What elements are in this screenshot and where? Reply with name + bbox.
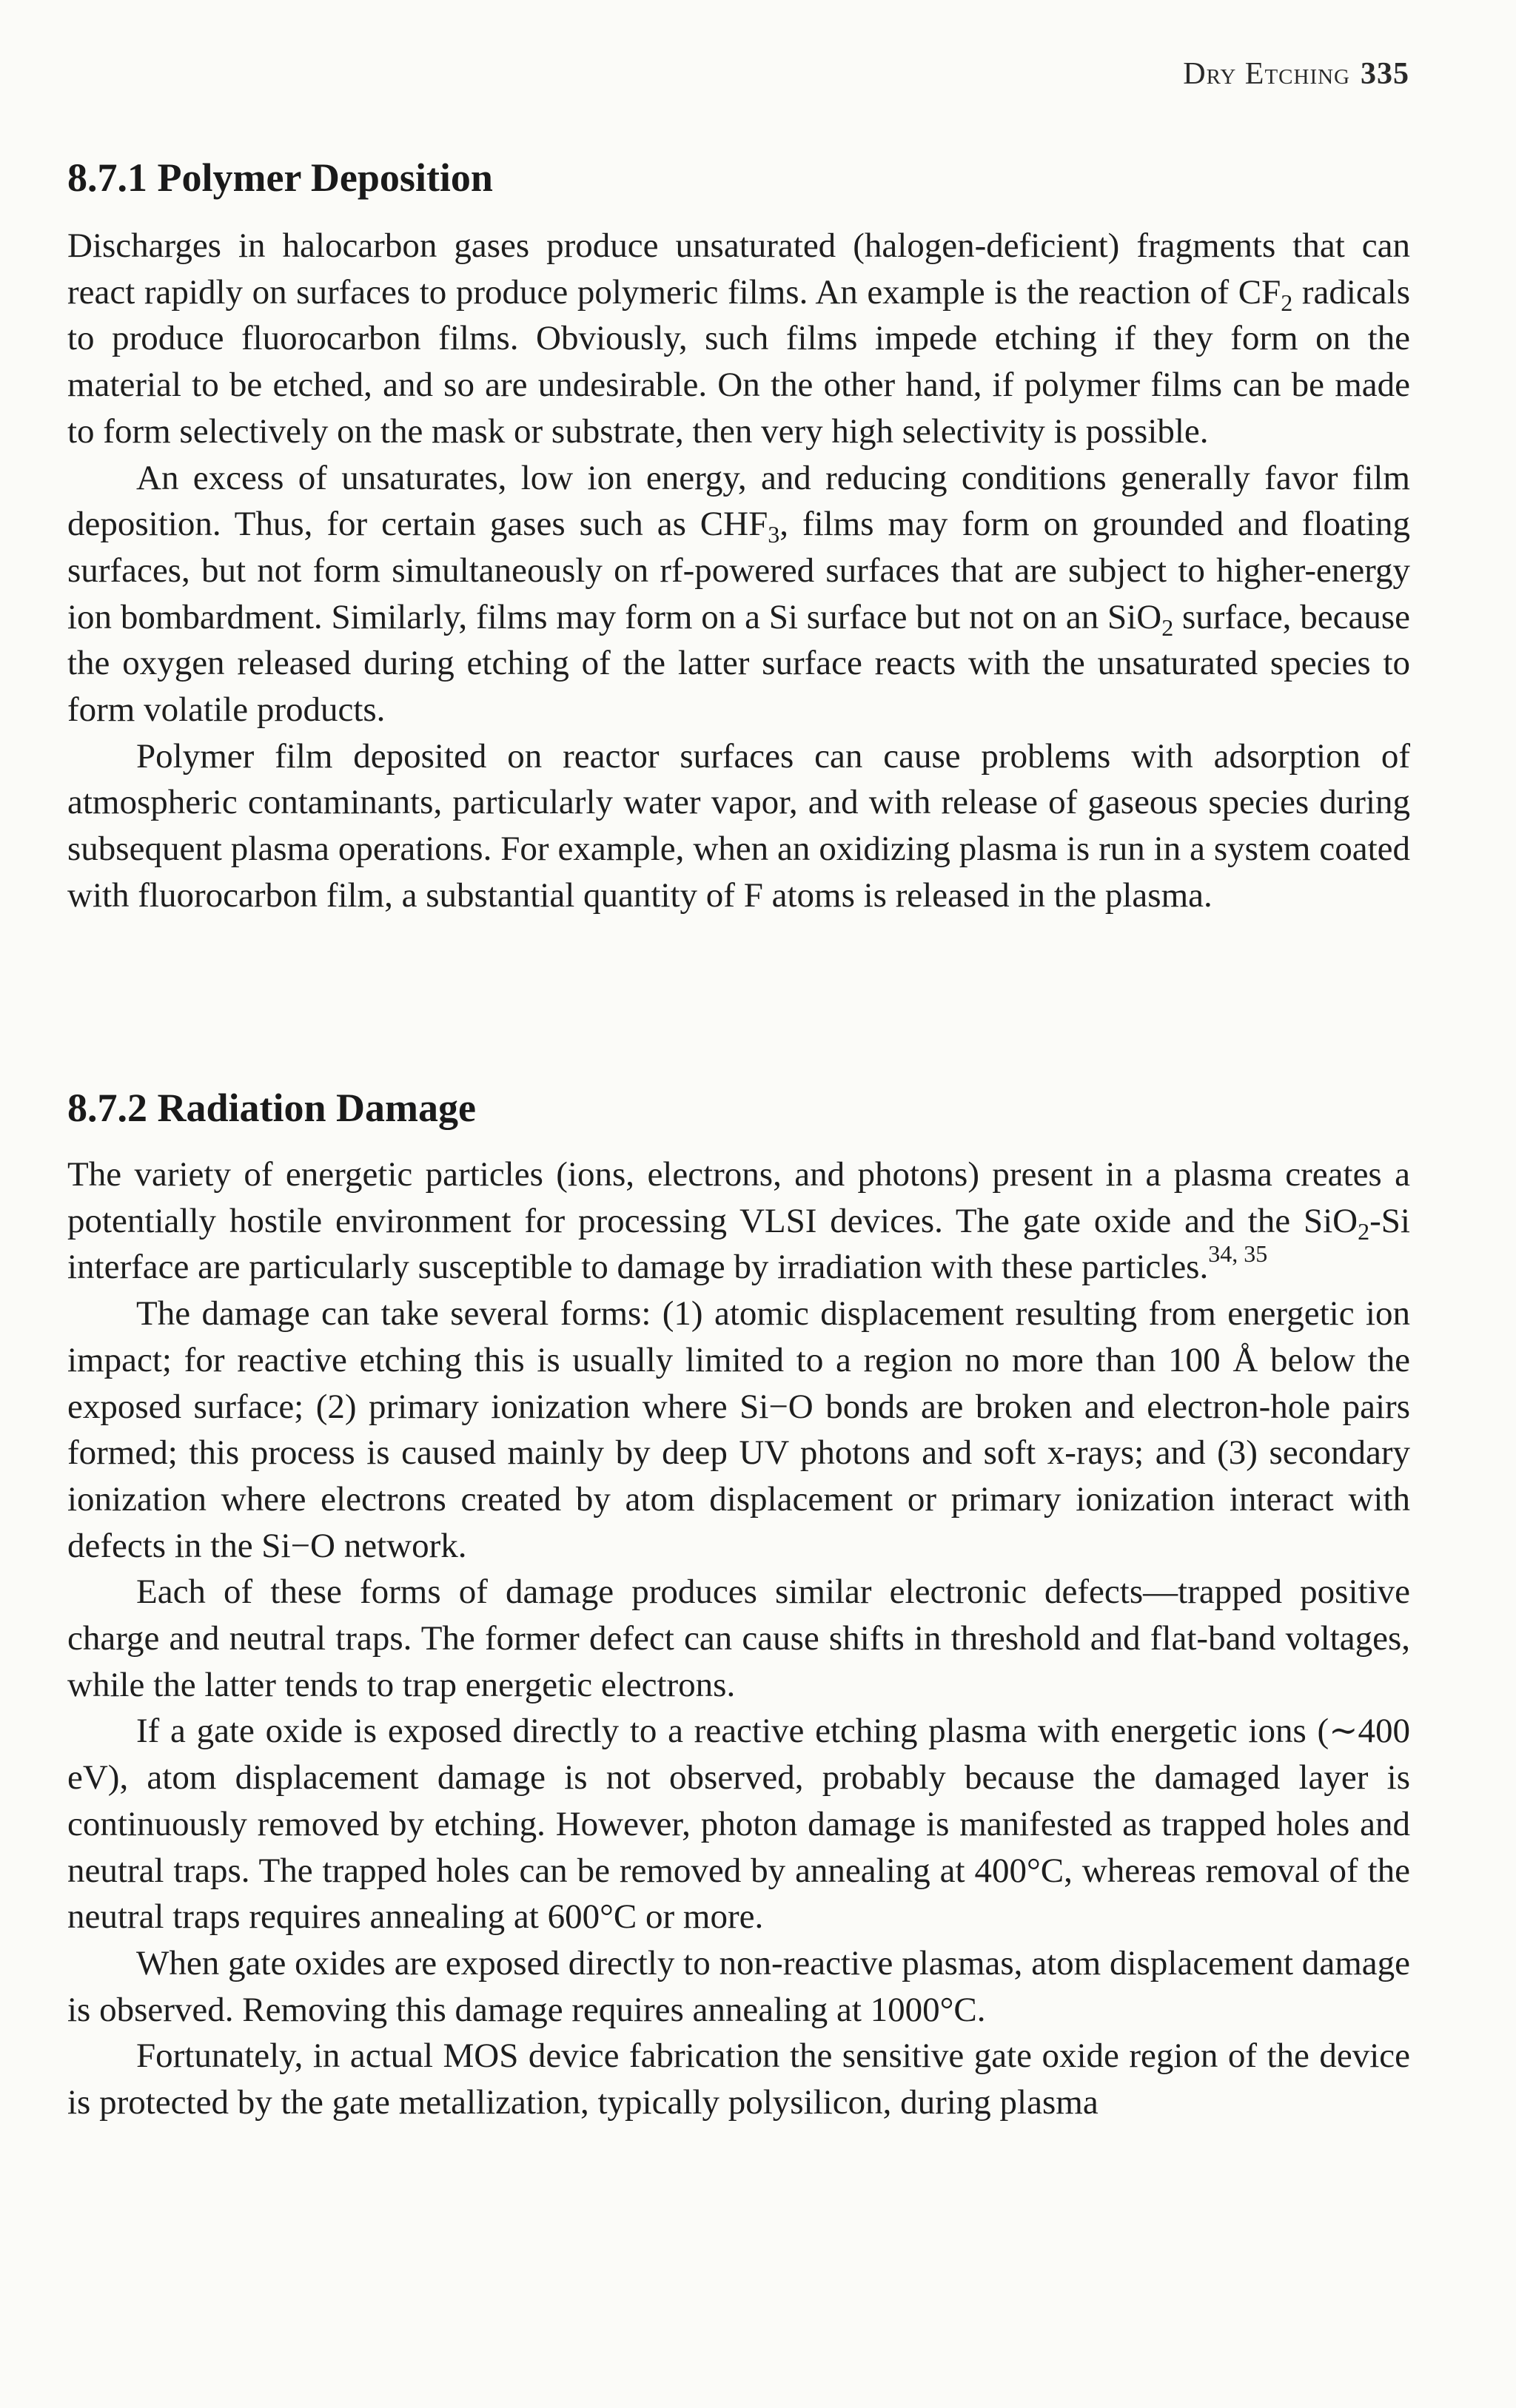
text-run: -Si interface are particularly susceptible to damage by irradiation with these particles. (67, 1201, 1410, 1287)
section-number: 8.7.1 (67, 155, 147, 200)
section-body-radiation-damage (67, 1151, 1410, 2126)
citation-superscript: 34, 35 (1208, 1240, 1268, 1268)
text-run: The damage can take several forms: (1) atomic displacement resulting from energetic ion impact; for reactive etching this is usually limited to a region no more than 100 Å below the exposed surface; (2) primary ionization where Si−O bonds are broken and electron-hole pairs formed; this process is caused mainly by deep UV photons and soft x-rays; and (3) secondary ionization where electrons created by atom displacement or primary ionization interact with defects in the Si−O network. (67, 1294, 1410, 1565)
paragraph (67, 455, 1410, 733)
section-title: Polymer Deposition (157, 155, 493, 200)
text-run: surface, because the oxygen released during etching of the latter surface reacts with the unsaturated species to form volatile products. (67, 597, 1410, 730)
section-title: Radiation Damage (157, 1086, 476, 1130)
paragraph (67, 1569, 1410, 1708)
text-run: The variety of energetic particles (ions, electrons, and photons) present in a plasma creates a potentially hostile environment for processing VLSI devices. The gate oxide and the SiO (67, 1155, 1410, 1240)
section-heading-radiation-damage (67, 1084, 476, 1131)
text-run: Fortunately, in actual MOS device fabrication the sensitive gate oxide region of the device is protected by the gate metallization, typically polysilicon, during plasma (67, 2037, 1410, 2122)
paragraph (67, 2033, 1410, 2125)
text-run: When gate oxides are exposed directly to non-reactive plasmas, atom displacement damage is observed. Removing this damage requires annealing at 1000°C. (67, 1943, 1410, 2029)
subscript: 3 (768, 521, 780, 548)
paragraph (67, 1708, 1410, 1940)
paragraph (67, 1151, 1410, 1291)
subscript: 2 (1358, 1217, 1370, 1245)
paragraph (67, 1940, 1410, 2033)
text-run: Polymer film deposited on reactor surfaces can cause problems with adsorption of atmospheric contaminants, particularly water vapor, and with release of gaseous species during subsequent plasma operations. For example, when an oxidizing plasma is run in a system coated with fluorocarbon film, a substantial quantity of F atoms is released in the plasma. (67, 736, 1410, 915)
paragraph (67, 223, 1410, 455)
running-title: Dry Etching (1183, 57, 1350, 91)
section-number: 8.7.2 (67, 1086, 147, 1130)
paragraph (67, 733, 1410, 919)
text-run: , films may form on grounded and floating surfaces, but not form simultaneously on rf-powered surfaces that are subject to higher-energy ion bombardment. Similarly, films may form on a Si surface but not on an SiO (67, 505, 1410, 636)
text-run: radicals to produce fluorocarbon films. Obviously, such films impede etching if they form on the material to be etched, and so are undesirable. On the other hand, if polymer films can be made to form selectively on the mask or substrate, then very high selectivity is possible. (67, 272, 1410, 451)
running-header (1183, 56, 1409, 92)
text-run: Each of these forms of damage produces similar electronic defects—trapped positive charge and neutral traps. The former defect can cause shifts in threshold and flat-band voltages, while the latter tends to trap energetic electrons. (67, 1573, 1410, 1704)
text-run: Discharges in halocarbon gases produce unsaturated (halogen-deficient) fragments that can react rapidly on surfaces to produce polymeric films. An example is the reaction of CF (67, 226, 1410, 312)
text-run: An excess of unsaturates, low ion energy, and reducing conditions generally favor film deposition. Thus, for certain gases such as CHF (67, 458, 1410, 544)
text-run: If a gate oxide is exposed directly to a reactive etching plasma with energetic ions (∼400 eV), atom displacement damage is not observed, probably because the damaged layer is continuously removed by etching. However, photon damage is manifested as trapped holes and neutral traps. The trapped holes can be removed by annealing at 400°C, whereas removal of the neutral traps requires annealing at 600°C or more. (67, 1712, 1410, 1937)
section-body-polymer-deposition (67, 223, 1410, 919)
paragraph (67, 1291, 1410, 1569)
section-heading-polymer-deposition (67, 154, 493, 201)
subscript: 2 (1161, 613, 1174, 641)
page-number: 335 (1361, 57, 1409, 91)
subscript: 2 (1281, 289, 1293, 316)
